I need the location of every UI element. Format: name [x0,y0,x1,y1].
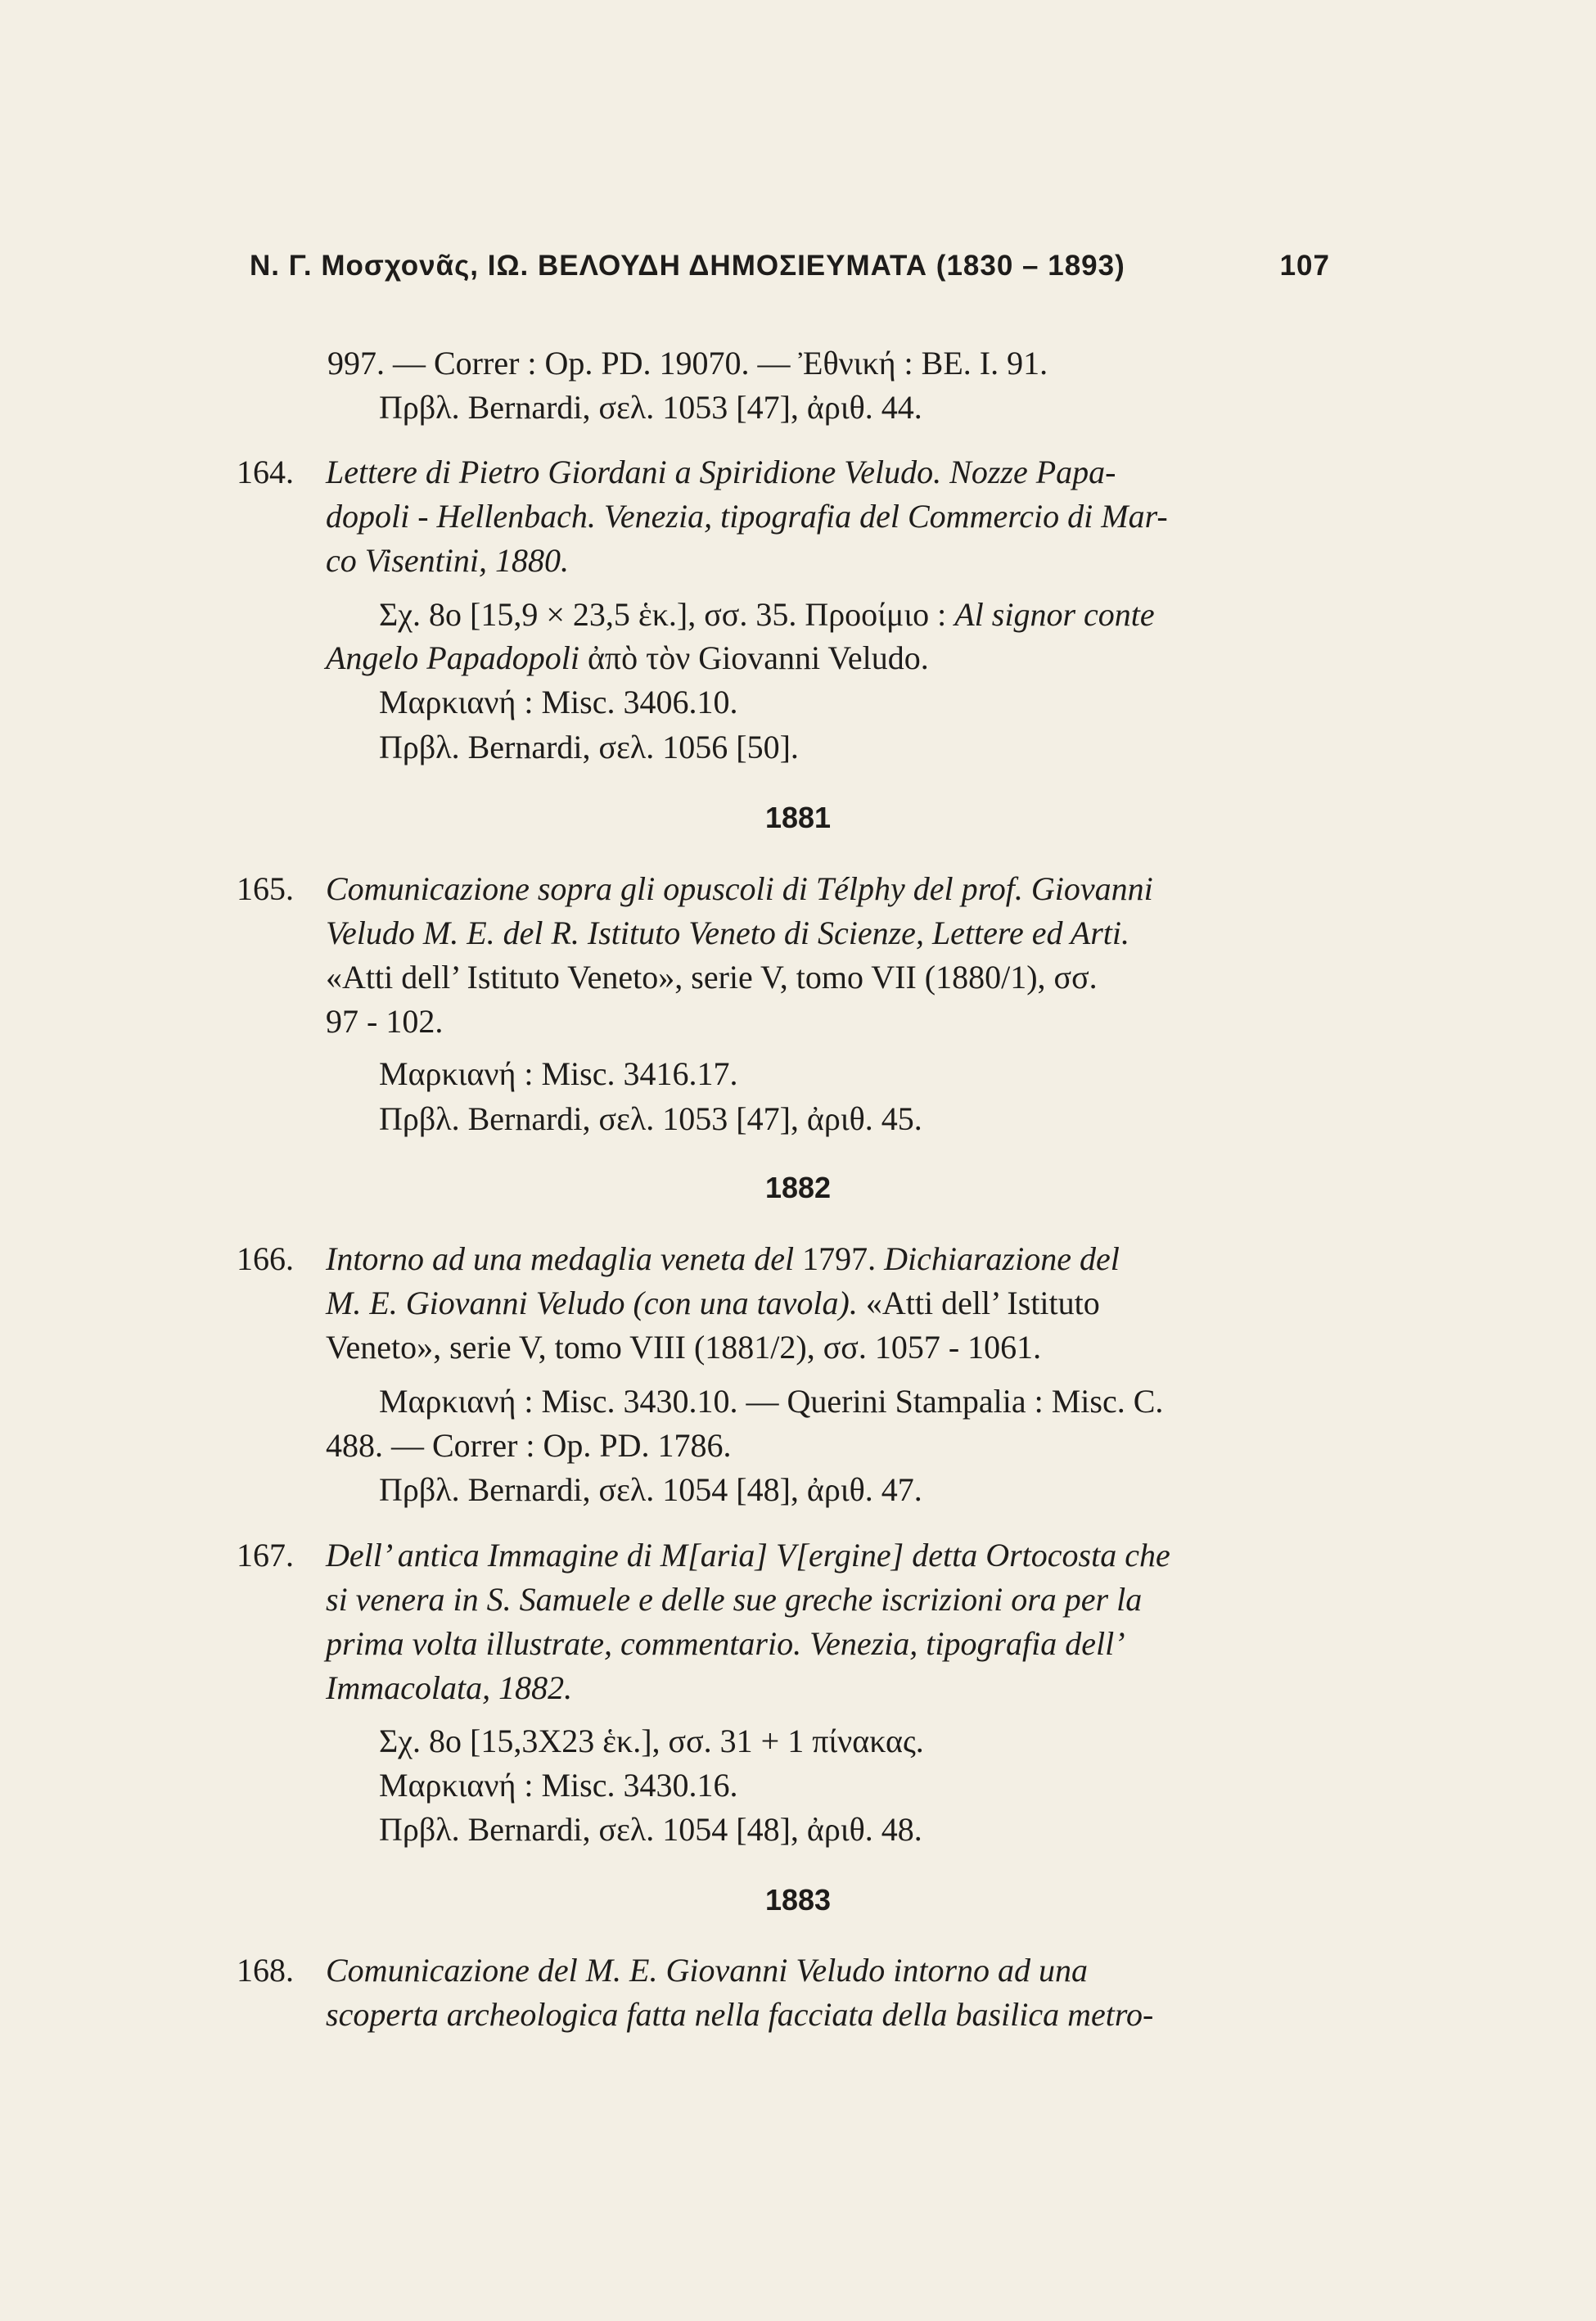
entry-166-title-c: M. E. Giovanni Veludo (con una tavola). [326,1285,858,1321]
entry-166-title-line-1 [326,1237,1120,1281]
entry-166-series: Veneto», serie V, tomo VIII (1881/2), σσ. 1057 - 1061. [326,1329,1042,1366]
running-header [250,250,1330,282]
entry-167-format: Σχ. 8ο [15,3Χ23 ἑκ.], σσ. 31 + 1 πίνακας. [379,1723,924,1759]
entry-164-prologue-recipient: Angelo Papadopoli [326,639,579,676]
entry-166-title-year: 1797. [802,1240,877,1277]
entry-168-number: 168. [237,1952,294,1989]
entry-165-holdings: Μαρκιανή : Misc. 3416.17. [379,1055,738,1092]
entry-164-holdings: Μαρκιανή : Misc. 3406.10. [379,684,738,720]
entry-164-title-line-1: Lettere di Pietro Giordani a Spiridione Veludo. Nozze Papa- [326,454,1116,490]
entry-167-holdings: Μαρκιανή : Misc. 3430.16. [379,1767,738,1804]
entry-164-prologue [326,636,929,680]
entry-167-title-line-4: Immacolata, 1882. [326,1669,573,1706]
entry-168-title-line-1: Comunicazione del M. E. Giovanni Veludo intorno ad una [326,1952,1089,1989]
year-heading-1882: 1882 [764,1171,832,1204]
year-heading-1881: 1881 [764,801,832,834]
entry-164-prologue-title: Al signor conte [954,596,1155,633]
entry-164-title-line-2: dopoli - Hellenbach. Venezia, tipografia del Commercio di Mar- [326,498,1168,535]
entry-165-series: «Atti dell’ Istituto Veneto», serie V, tomo VII (1880/1), σσ. [326,959,1098,996]
entry-166-reference: Πρβλ. Bernardi, σελ. 1054 [48], ἀριθ. 47. [379,1471,922,1508]
entry-165-number: 165. [237,870,294,907]
entry-163-holdings: 997. — Correr : Op. PD. 19070. — Ἐθνική : ΒΕ. Ι. 91. [327,345,1048,382]
entry-167-number: 167. [237,1537,294,1574]
page-number: 107 [1279,250,1330,282]
entry-165-title-line-1: Comunicazione sopra gli opuscoli di Télphy del prof. Giovanni [326,870,1153,907]
running-title: Ν. Γ. Μοσχονᾶς, ΙΩ. ΒΕΛΟΥΔΗ ΔΗΜΟΣΙΕΥΜΑΤΑ (1830 – 1893) [250,250,1125,282]
entry-164-number: 164. [237,454,294,490]
entry-167-title-line-2: si venera in S. Samuele e delle sue greche iscrizioni ora per la [326,1581,1143,1618]
entry-166-number: 166. [237,1240,294,1277]
entry-165-pages: 97 - 102. [326,1003,444,1040]
entry-168-title-line-2: scoperta archeologica fatta nella facciata della basilica metro- [326,1996,1154,2033]
entry-166-title-b: Dichiarazione del [884,1240,1120,1277]
entry-164-format-text: Σχ. 8ο [15,9 × 23,5 ἑκ.], σσ. 35. Προοίμιο : [379,596,947,633]
entry-167-title-line-3: prima volta illustrate, commentario. Venezia, tipografia dell’ [326,1625,1125,1662]
entry-166-title-a: Intorno ad una medaglia veneta del [326,1240,795,1277]
entry-167-reference: Πρβλ. Bernardi, σελ. 1054 [48], ἀριθ. 48. [379,1811,922,1848]
entry-164-reference: Πρβλ. Bernardi, σελ. 1056 [50]. [379,729,799,765]
year-heading-1883: 1883 [764,1883,832,1917]
entry-164-format [379,593,1155,637]
entry-164-title-line-3: co Visentini, 1880. [326,542,569,579]
entry-164-prologue-author: ἀπὸ τὸν Giovanni Veludo. [587,639,929,676]
entry-165-reference: Πρβλ. Bernardi, σελ. 1053 [47], ἀριθ. 45. [379,1100,922,1137]
entry-167-title-line-1: Dell’ antica Immagine di M[aria] V[ergine] detta Ortocosta che [326,1537,1170,1574]
entry-163-reference: Πρβλ. Bernardi, σελ. 1053 [47], ἀριθ. 44. [379,389,922,426]
entry-166-series-start: «Atti dell’ Istituto [865,1285,1100,1321]
entry-166-title-line-2 [326,1281,1100,1325]
entry-166-holdings-cont: 488. — Correr : Op. PD. 1786. [326,1427,732,1464]
entry-166-holdings: Μαρκιανή : Misc. 3430.10. — Querini Stampalia : Misc. C. [379,1383,1164,1420]
entry-165-title-line-2: Veludo M. E. del R. Istituto Veneto di Scienze, Lettere ed Arti. [326,914,1130,951]
